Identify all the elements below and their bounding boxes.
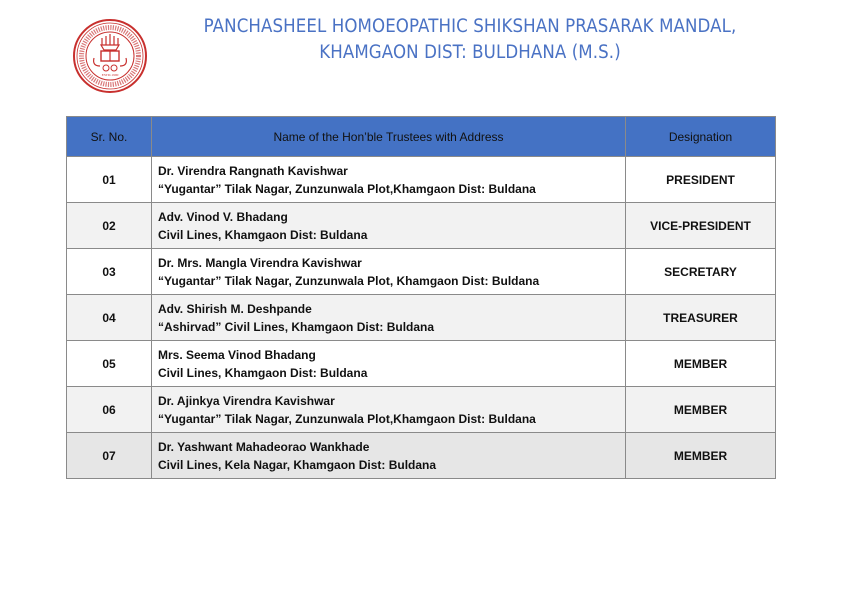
table-row xyxy=(67,341,776,387)
trustee-name: Dr. Yashwant Mahadeorao Wankhade xyxy=(158,439,370,454)
trustee-cell xyxy=(152,387,626,433)
organization-title xyxy=(191,14,749,66)
college-seal-logo xyxy=(72,18,148,94)
designation-cell: TREASURER xyxy=(626,295,776,341)
trustee-address: Civil Lines, Khamgaon Dist: Buldana xyxy=(158,365,368,380)
column-header-sr-no: Sr. No. xyxy=(67,117,152,157)
trustee-cell xyxy=(152,203,626,249)
trustees-table xyxy=(66,116,776,479)
table-row xyxy=(67,433,776,479)
sr-no-cell: 01 xyxy=(67,157,152,203)
trustee-name: Dr. Mrs. Mangla Virendra Kavishwar xyxy=(158,255,362,270)
trustee-address: “Yugantar” Tilak Nagar, Zunzunwala Plot,Khamgaon Dist: Buldana xyxy=(158,181,536,196)
table-row xyxy=(67,249,776,295)
sr-no-cell: 07 xyxy=(67,433,152,479)
designation-cell: MEMBER xyxy=(626,433,776,479)
designation-cell: VICE-PRESIDENT xyxy=(626,203,776,249)
table-header-row xyxy=(67,117,776,157)
table-row xyxy=(67,157,776,203)
logo-year: ESTD.1990 xyxy=(101,73,119,77)
trustee-cell xyxy=(152,433,626,479)
trustee-address: “Yugantar” Tilak Nagar, Zunzunwala Plot,Khamgaon Dist: Buldana xyxy=(158,411,536,426)
designation-cell: PRESIDENT xyxy=(626,157,776,203)
trustee-name: Adv. Shirish M. Deshpande xyxy=(158,301,312,316)
designation-cell: MEMBER xyxy=(626,341,776,387)
trustee-address: Civil Lines, Khamgaon Dist: Buldana xyxy=(158,227,368,242)
sr-no-cell: 03 xyxy=(67,249,152,295)
trustee-cell xyxy=(152,295,626,341)
column-header-designation: Designation xyxy=(626,117,776,157)
column-header-name: Name of the Hon’ble Trustees with Address xyxy=(152,117,626,157)
trustee-address: “Yugantar” Tilak Nagar, Zunzunwala Plot, Khamgaon Dist: Buldana xyxy=(158,273,540,288)
sr-no-cell: 06 xyxy=(67,387,152,433)
trustee-cell xyxy=(152,249,626,295)
trustee-cell xyxy=(152,157,626,203)
designation-cell: SECRETARY xyxy=(626,249,776,295)
sr-no-cell: 02 xyxy=(67,203,152,249)
title-line-1: PANCHASHEEL HOMOEOPATHIC SHIKSHAN PRASARAK MANDAL, xyxy=(203,16,737,37)
table-row xyxy=(67,387,776,433)
trustee-name: Mrs. Seema Vinod Bhadang xyxy=(158,347,316,362)
trustee-cell xyxy=(152,341,626,387)
table-row xyxy=(67,203,776,249)
sr-no-cell: 04 xyxy=(67,295,152,341)
college-seal-icon xyxy=(72,18,148,94)
designation-cell: MEMBER xyxy=(626,387,776,433)
trustee-name: Dr. Ajinkya Virendra Kavishwar xyxy=(158,393,335,408)
trustee-name: Dr. Virendra Rangnath Kavishwar xyxy=(158,163,348,178)
trustee-address: Civil Lines, Kela Nagar, Khamgaon Dist: Buldana xyxy=(158,457,437,472)
trustee-address: “Ashirvad” Civil Lines, Khamgaon Dist: Buldana xyxy=(158,319,435,334)
table-row xyxy=(67,295,776,341)
trustee-name: Adv. Vinod V. Bhadang xyxy=(158,209,288,224)
sr-no-cell: 05 xyxy=(67,341,152,387)
title-line-2: KHAMGAON DIST: BULDHANA (M.S.) xyxy=(319,42,621,63)
